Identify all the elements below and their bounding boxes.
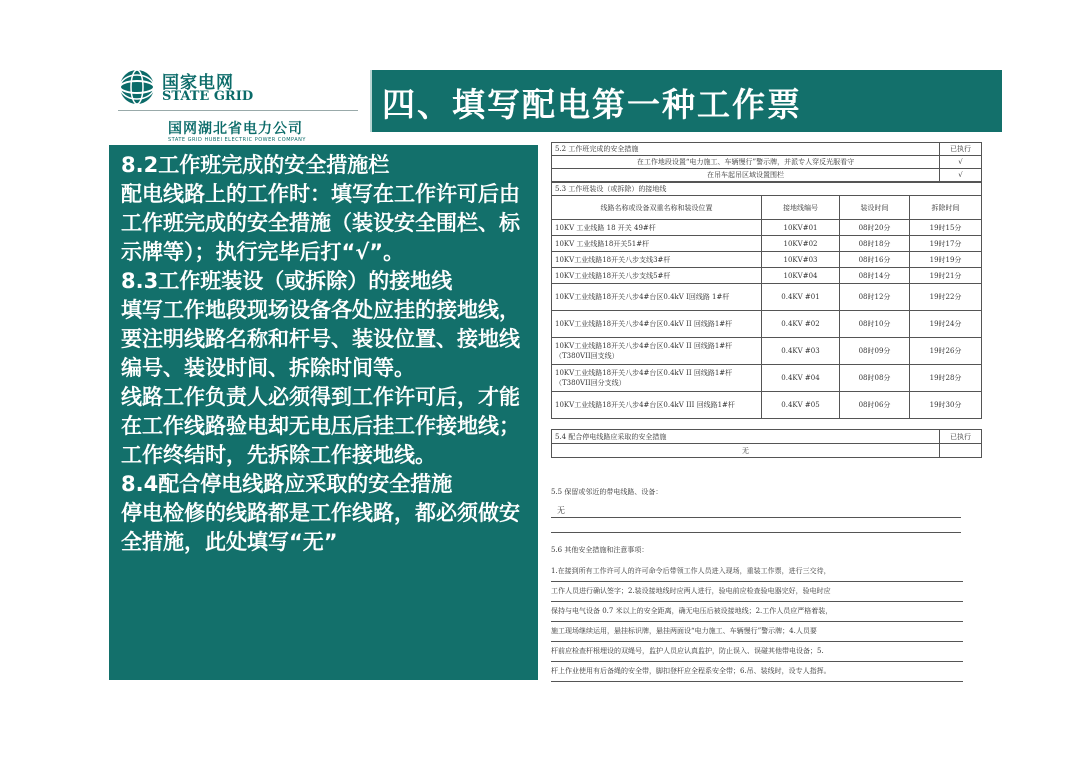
section-5-2-title: 5.2 工作班完成的安全措施 xyxy=(552,143,940,156)
header-ground-no: 接地线编号 xyxy=(762,196,840,220)
section-5-4-value: 无 xyxy=(552,444,940,458)
remove-time: 19时22分 xyxy=(910,284,982,311)
explanation-text xyxy=(121,151,535,557)
done-mark: √ xyxy=(940,169,982,182)
note-line: 杆上作业使用有后备绳的安全带，脚扣登杆应全程系安全带；6.吊、装线时，设专人指挥。 xyxy=(551,662,963,682)
install-time: 08时12分 xyxy=(840,284,910,311)
ground-line-no: 0.4KV #02 xyxy=(762,311,840,338)
remove-time: 19时21分 xyxy=(910,268,982,284)
measure-text: 在吊车起吊区域设置围栏 xyxy=(552,169,940,182)
paragraph-8-3-a: 填写工作地段现场设备各处应挂的接地线，要注明线路名称和杆号、装设位置、接地线编号、装设时间、拆除时间等。 xyxy=(121,298,520,380)
remove-time: 19时24分 xyxy=(910,311,982,338)
heading-8-2: 8.2工作班完成的安全措施栏 xyxy=(121,153,390,177)
section-5-6-title: 5.6 其他安全措施和注意事项： xyxy=(551,546,649,554)
done-header: 已执行 xyxy=(940,430,982,444)
heading-8-3: 8.3工作班装设（或拆除）的接地线 xyxy=(121,269,453,293)
rule-line xyxy=(551,532,961,533)
section-5-2-table xyxy=(551,142,982,182)
done-header: 已执行 xyxy=(940,143,982,156)
section-5-3-table xyxy=(551,182,982,419)
header-install-time: 装设时间 xyxy=(840,196,910,220)
section-5-4-table xyxy=(551,429,982,458)
ground-line-name: 10KV 工业线路 18 开关 49#杆 xyxy=(552,220,762,236)
logo-divider xyxy=(118,110,358,111)
note-line: 保持与电气设备 0.7 米以上的安全距离，确无电压后被设接地线；2.工作人员应严格着装， xyxy=(551,602,963,622)
ground-line-name: 10KV 工业线路18开关51#杆 xyxy=(552,236,762,252)
rule-line xyxy=(551,517,961,518)
paragraph-8-3-b: 线路工作负责人必须得到工作许可后，才能在工作线路验电却无电压后挂工作接地线；工作终结时，先拆除工作接地线。 xyxy=(121,385,520,467)
install-time: 08时06分 xyxy=(840,392,910,419)
section-5-6-notes xyxy=(551,562,963,682)
note-line: 1.在接到所有工作许可人的许可命令后带领工作人员进入现场，重装工作票，进行三交待， xyxy=(551,562,963,582)
done-mark: √ xyxy=(940,156,982,169)
header-line-name: 线路名称或设备双重名称和装设位置 xyxy=(552,196,762,220)
ground-line-name: 10KV工业线路18开关八步4#台区0.4kV II 回线路1#杆（T380VII回分支线） xyxy=(552,365,762,392)
header-remove-time: 拆除时间 xyxy=(910,196,982,220)
install-time: 08时10分 xyxy=(840,311,910,338)
remove-time: 19时28分 xyxy=(910,365,982,392)
ground-line-name: 10KV工业线路18开关八步4#台区0.4kV III 回线路1#杆 xyxy=(552,392,762,419)
work-ticket-form xyxy=(551,142,981,682)
section-5-4-title: 5.4 配合停电线路应采取的安全措施 xyxy=(552,430,940,444)
paragraph-8-2: 配电线路上的工作时：填写在工作许可后由工作班完成的安全措施（装设安全围栏、标示牌等）；执行完毕后打“√”。 xyxy=(121,182,520,264)
ground-line-name: 10KV工业线路18开关八步4#台区0.4kV I回线路 1#杆 xyxy=(552,284,762,311)
install-time: 08时08分 xyxy=(840,365,910,392)
ground-line-no: 10KV#03 xyxy=(762,252,840,268)
ground-line-no: 10KV#04 xyxy=(762,268,840,284)
ground-line-name: 10KV工业线路18开关八步4#台区0.4kV II 回线路1#杆（T380VII回支线） xyxy=(552,338,762,365)
logo-company-name: 国网湖北省电力公司 xyxy=(168,121,303,137)
note-line: 施工现场继续运用，悬挂标识牌，悬挂两面设“电力施工、车辆慢行”警示牌；4.人员要 xyxy=(551,622,963,642)
install-time: 08时18分 xyxy=(840,236,910,252)
install-time: 08时14分 xyxy=(840,268,910,284)
title-banner xyxy=(370,70,1002,132)
explanation-panel xyxy=(109,145,538,680)
ground-line-no: 10KV#01 xyxy=(762,220,840,236)
remove-time: 19时17分 xyxy=(910,236,982,252)
ground-line-name: 10KV工业线路18开关八步支线3#杆 xyxy=(552,252,762,268)
remove-time: 19时19分 xyxy=(910,252,982,268)
install-time: 08时16分 xyxy=(840,252,910,268)
remove-time: 19时15分 xyxy=(910,220,982,236)
install-time: 08时09分 xyxy=(840,338,910,365)
ground-line-no: 0.4KV #03 xyxy=(762,338,840,365)
ground-line-no: 0.4KV #05 xyxy=(762,392,840,419)
ground-line-no: 0.4KV #04 xyxy=(762,365,840,392)
heading-8-4: 8.4配合停电线路应采取的安全措施 xyxy=(121,472,453,496)
state-grid-logo xyxy=(118,66,363,146)
section-5-5-title: 5.5 保留或邻近的带电线路、设备： xyxy=(551,488,663,496)
logo-english-name: STATE GRID xyxy=(162,89,254,104)
ground-line-no: 10KV#02 xyxy=(762,236,840,252)
paragraph-8-4: 停电检修的线路都是工作线路，都必须做安全措施，此处填写“无” xyxy=(121,501,520,554)
state-grid-globe-icon xyxy=(118,68,156,106)
measure-text: 在工作地段设置“电力施工、车辆慢行”警示牌，并派专人穿反光服看守 xyxy=(552,156,940,169)
done-mark-empty xyxy=(940,444,982,458)
remove-time: 19时26分 xyxy=(910,338,982,365)
note-line: 工作人员进行确认签字；2.装设接地线时应两人进行，验电前应检查验电器完好，验电时应 xyxy=(551,582,963,602)
section-5-5-value: 无 xyxy=(557,506,565,515)
ground-line-no: 0.4KV #01 xyxy=(762,284,840,311)
logo-chinese-name: 国家电网 xyxy=(162,73,234,93)
slide-title: 四、填写配电第一种工作票 xyxy=(382,85,802,124)
ground-line-name: 10KV工业线路18开关八步4#台区0.4kV II 回线路1#杆 xyxy=(552,311,762,338)
note-line: 杆前应检查杆根埋设的双绳号，监护人员应认真监护，防止误入、误碰其他带电设备；5. xyxy=(551,642,963,662)
ground-line-name: 10KV工业线路18开关八步支线5#杆 xyxy=(552,268,762,284)
section-5-3-title: 5.3 工作班装设（或拆除）的接地线 xyxy=(552,183,982,196)
logo-company-english: STATE GRID HUBEI ELECTRIC POWER COMPANY xyxy=(168,137,306,143)
install-time: 08时20分 xyxy=(840,220,910,236)
remove-time: 19时30分 xyxy=(910,392,982,419)
